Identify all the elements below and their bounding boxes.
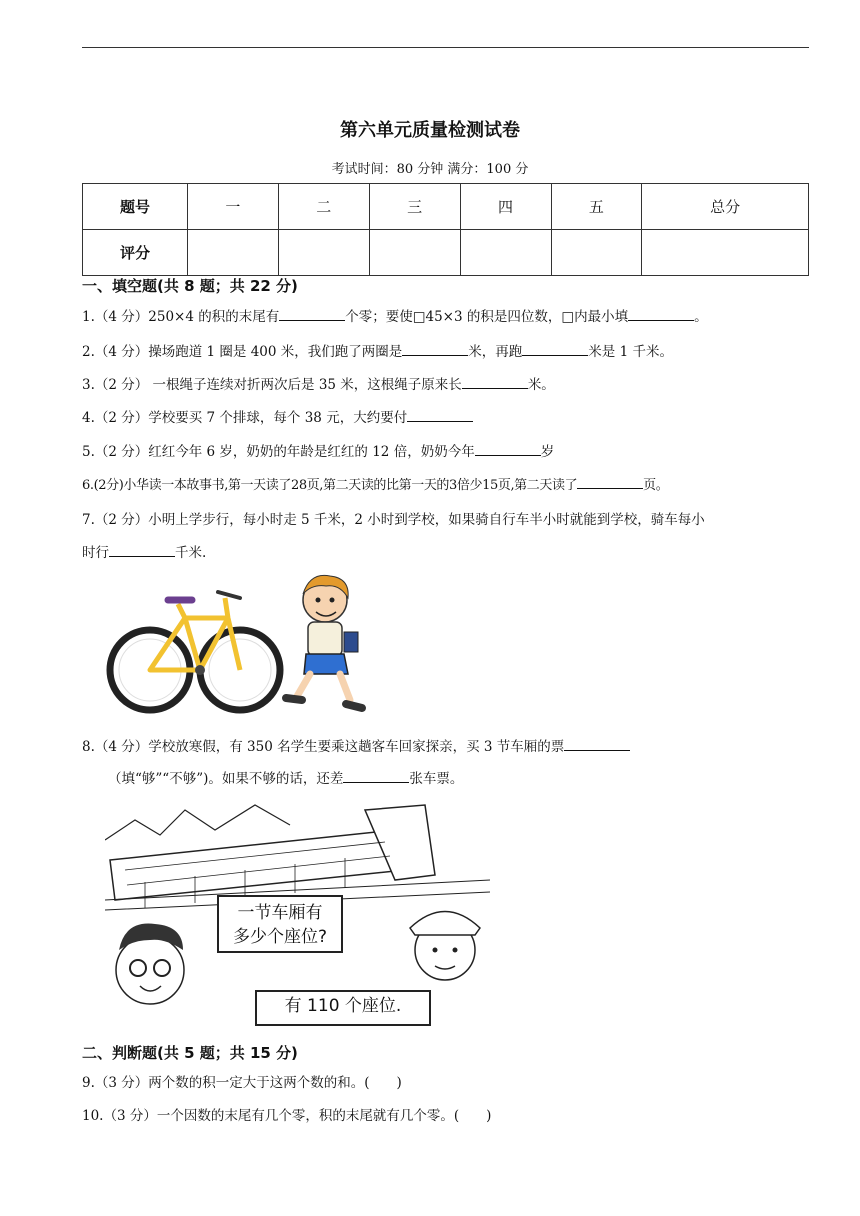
score-table-score-row <box>83 230 809 276</box>
score-cell[interactable] <box>278 230 369 276</box>
boy-image <box>286 575 362 708</box>
question-8 <box>82 735 630 755</box>
score-header-cell: 四 <box>460 184 551 230</box>
score-table-header-row <box>83 184 809 230</box>
question-7-cont <box>82 541 206 561</box>
question-text: 6.(2分)小华读一本故事书,第一天读了28页,第二天读的比第一天的3倍少15页,第二天读了 <box>82 478 578 493</box>
score-header-cell: 三 <box>369 184 460 230</box>
answer-blank[interactable] <box>402 343 468 356</box>
question-7 <box>82 508 705 528</box>
question-text: 个零；要使□45×3 的积是四位数，□内最小填 <box>345 309 629 325</box>
question-8-cont <box>108 767 463 787</box>
answer-blank[interactable] <box>522 343 588 356</box>
score-row-label: 评分 <box>83 230 188 276</box>
question-text: 岁 <box>540 444 555 460</box>
answer-blank[interactable] <box>564 738 630 751</box>
header-rule <box>82 47 809 48</box>
answer-blank[interactable] <box>628 308 694 321</box>
section-heading-judge: 二、判断题(共 5 题；共 15 分) <box>82 1044 298 1062</box>
question-text: 5.（2 分）红红今年 6 岁，奶奶的年龄是红红的 12 倍，奶奶今年 <box>82 444 475 460</box>
question-text: 8.（4 分）学校放寒假，有 350 名学生要乘这趟客车回家探亲，买 3 节车厢的票 <box>82 739 565 755</box>
score-cell[interactable] <box>642 230 809 276</box>
question-3 <box>82 373 555 393</box>
exam-info: 考试时间：80 分钟 满分：100 分 <box>331 162 529 177</box>
score-cell[interactable] <box>551 230 642 276</box>
question-5 <box>82 440 554 460</box>
train-illustration <box>105 800 490 1030</box>
answer-blank[interactable] <box>577 476 643 489</box>
question-text: 7.（2 分）小明上学步行，每小时走 5 千米，2 小时到学校，如果骑自行车半小时就能到学校，骑车每小 <box>82 512 705 528</box>
answer-blank[interactable] <box>109 544 175 557</box>
page-title: 第六单元质量检测试卷 <box>340 120 520 141</box>
question-text: 张车票。 <box>409 771 464 787</box>
answer-blank[interactable] <box>407 409 473 422</box>
bike-boy-illustration <box>100 570 380 720</box>
bubble-text: 一节车厢有 <box>237 903 323 923</box>
question-text: （填“够”“不够”)。如果不够的话，还差 <box>108 771 344 787</box>
question-text: 时行 <box>82 545 109 561</box>
score-header-cell: 题号 <box>83 184 188 230</box>
bicycle-image <box>110 592 280 710</box>
question-text: 米，再跑 <box>468 344 523 360</box>
score-header-cell: 五 <box>551 184 642 230</box>
score-cell[interactable] <box>369 230 460 276</box>
answer-blank[interactable] <box>462 376 528 389</box>
answer-blank[interactable] <box>475 443 541 456</box>
score-cell[interactable] <box>188 230 279 276</box>
speech-bubble-answer: 有 110 个座位. <box>255 990 431 1026</box>
score-header-cell: 一 <box>188 184 279 230</box>
question-10: 10.（3 分）一个因数的末尾有几个零，积的末尾就有几个零。( ) <box>82 1108 492 1124</box>
question-4 <box>82 406 473 426</box>
score-header-cell: 总分 <box>642 184 809 230</box>
score-table <box>82 183 809 276</box>
question-text: 页。 <box>643 478 669 493</box>
bubble-text: 多少个座位? <box>232 927 328 947</box>
question-text: 1.（4 分）250×4 的积的末尾有 <box>82 309 280 325</box>
answer-blank[interactable] <box>279 308 345 321</box>
answer-blank[interactable] <box>343 770 409 783</box>
question-2 <box>82 340 673 360</box>
question-9: 9.（3 分）两个数的积一定大于这两个数的和。( ) <box>82 1075 402 1091</box>
question-1 <box>82 305 708 325</box>
question-6 <box>82 474 668 493</box>
question-text: 米。 <box>527 377 555 393</box>
section-heading-fill-in: 一、填空题(共 8 题；共 22 分) <box>82 277 298 295</box>
speech-bubble-question <box>217 895 343 953</box>
question-text: 米是 1 千米。 <box>588 344 673 360</box>
score-cell[interactable] <box>460 230 551 276</box>
question-text: 4.（2 分）学校要买 7 个排球，每个 38 元，大约要付 <box>82 410 408 426</box>
score-header-cell: 二 <box>278 184 369 230</box>
question-text: 。 <box>694 309 708 325</box>
question-text: 千米. <box>175 545 207 561</box>
question-text: 2.（4 分）操场跑道 1 圈是 400 米，我们跑了两圈是 <box>82 344 403 360</box>
question-text: 3.（2 分） 一根绳子连续对折两次后是 35 米，这根绳子原来长 <box>82 377 462 393</box>
